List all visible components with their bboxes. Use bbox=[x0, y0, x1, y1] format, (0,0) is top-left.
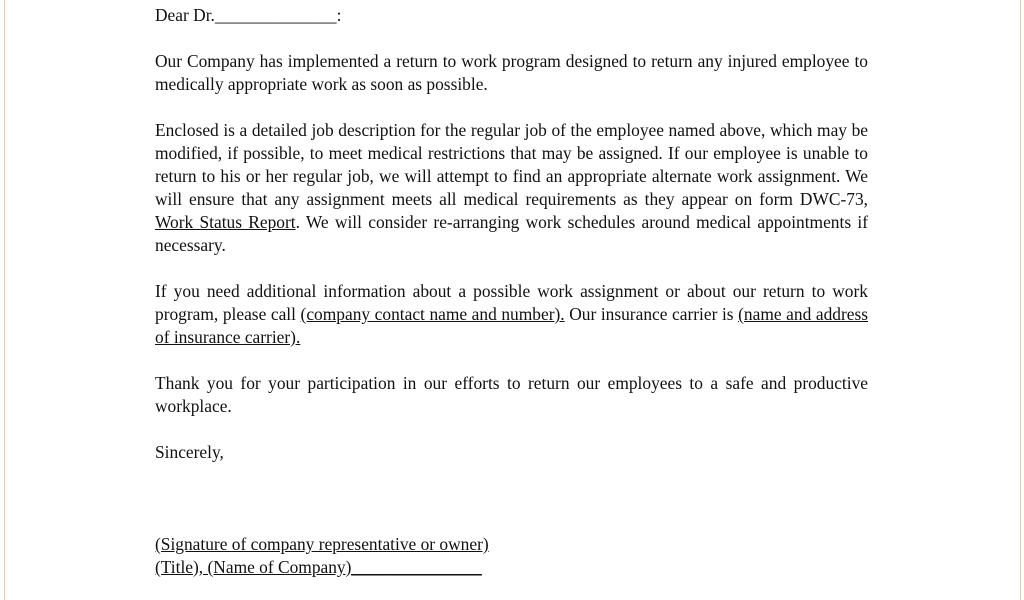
job-description-text-end: . We will consider re-arranging work schedules around medical appointments if necessary. bbox=[155, 212, 868, 255]
contact-text: If you need additional information about a possible work assignment or about our return to work program, please call bbox=[155, 281, 868, 324]
paragraph-job-description bbox=[155, 119, 868, 257]
signature-placeholder: (Signature of company representative or owner) bbox=[155, 534, 489, 554]
letter-body bbox=[155, 4, 868, 579]
paragraph-thanks: Thank you for your participation in our efforts to return our employees to a safe and productive workplace. bbox=[155, 373, 868, 416]
salutation-text: Dear Dr. bbox=[155, 5, 215, 25]
salutation-blank: ______________ bbox=[214, 5, 337, 25]
page-border-right bbox=[1020, 0, 1021, 600]
closing: Sincerely, bbox=[155, 442, 224, 462]
job-description-text: Enclosed is a detailed job description for the regular job of the employee named above, which may be modified, if possible, to meet medical restrictions that may be assigned. If our employee is unable to return to his or her regular job, we will attempt to find an appropriate alternate work assignment. We will ensure that any assignment meets all medical requirements as they appear on form DWC-73, bbox=[155, 120, 868, 209]
company-contact-placeholder: (company contact name and number). bbox=[300, 304, 565, 324]
salutation bbox=[155, 4, 868, 27]
paragraph-contact bbox=[155, 280, 868, 349]
paragraph-intro: Our Company has implemented a return to work program designed to return any injured employee to medically appropriate work as soon as possible. bbox=[155, 51, 868, 94]
insurance-text: Our insurance carrier is bbox=[564, 304, 739, 324]
salutation-colon: : bbox=[336, 5, 342, 25]
title-company-placeholder: (Title), (Name of Company)_______________ bbox=[155, 557, 482, 577]
signature-block bbox=[155, 533, 868, 579]
insurance-carrier-placeholder: (name and address of insurance carrier). bbox=[155, 304, 869, 347]
page-border-left bbox=[4, 0, 5, 600]
work-status-report-link: Work Status Report bbox=[155, 212, 296, 232]
